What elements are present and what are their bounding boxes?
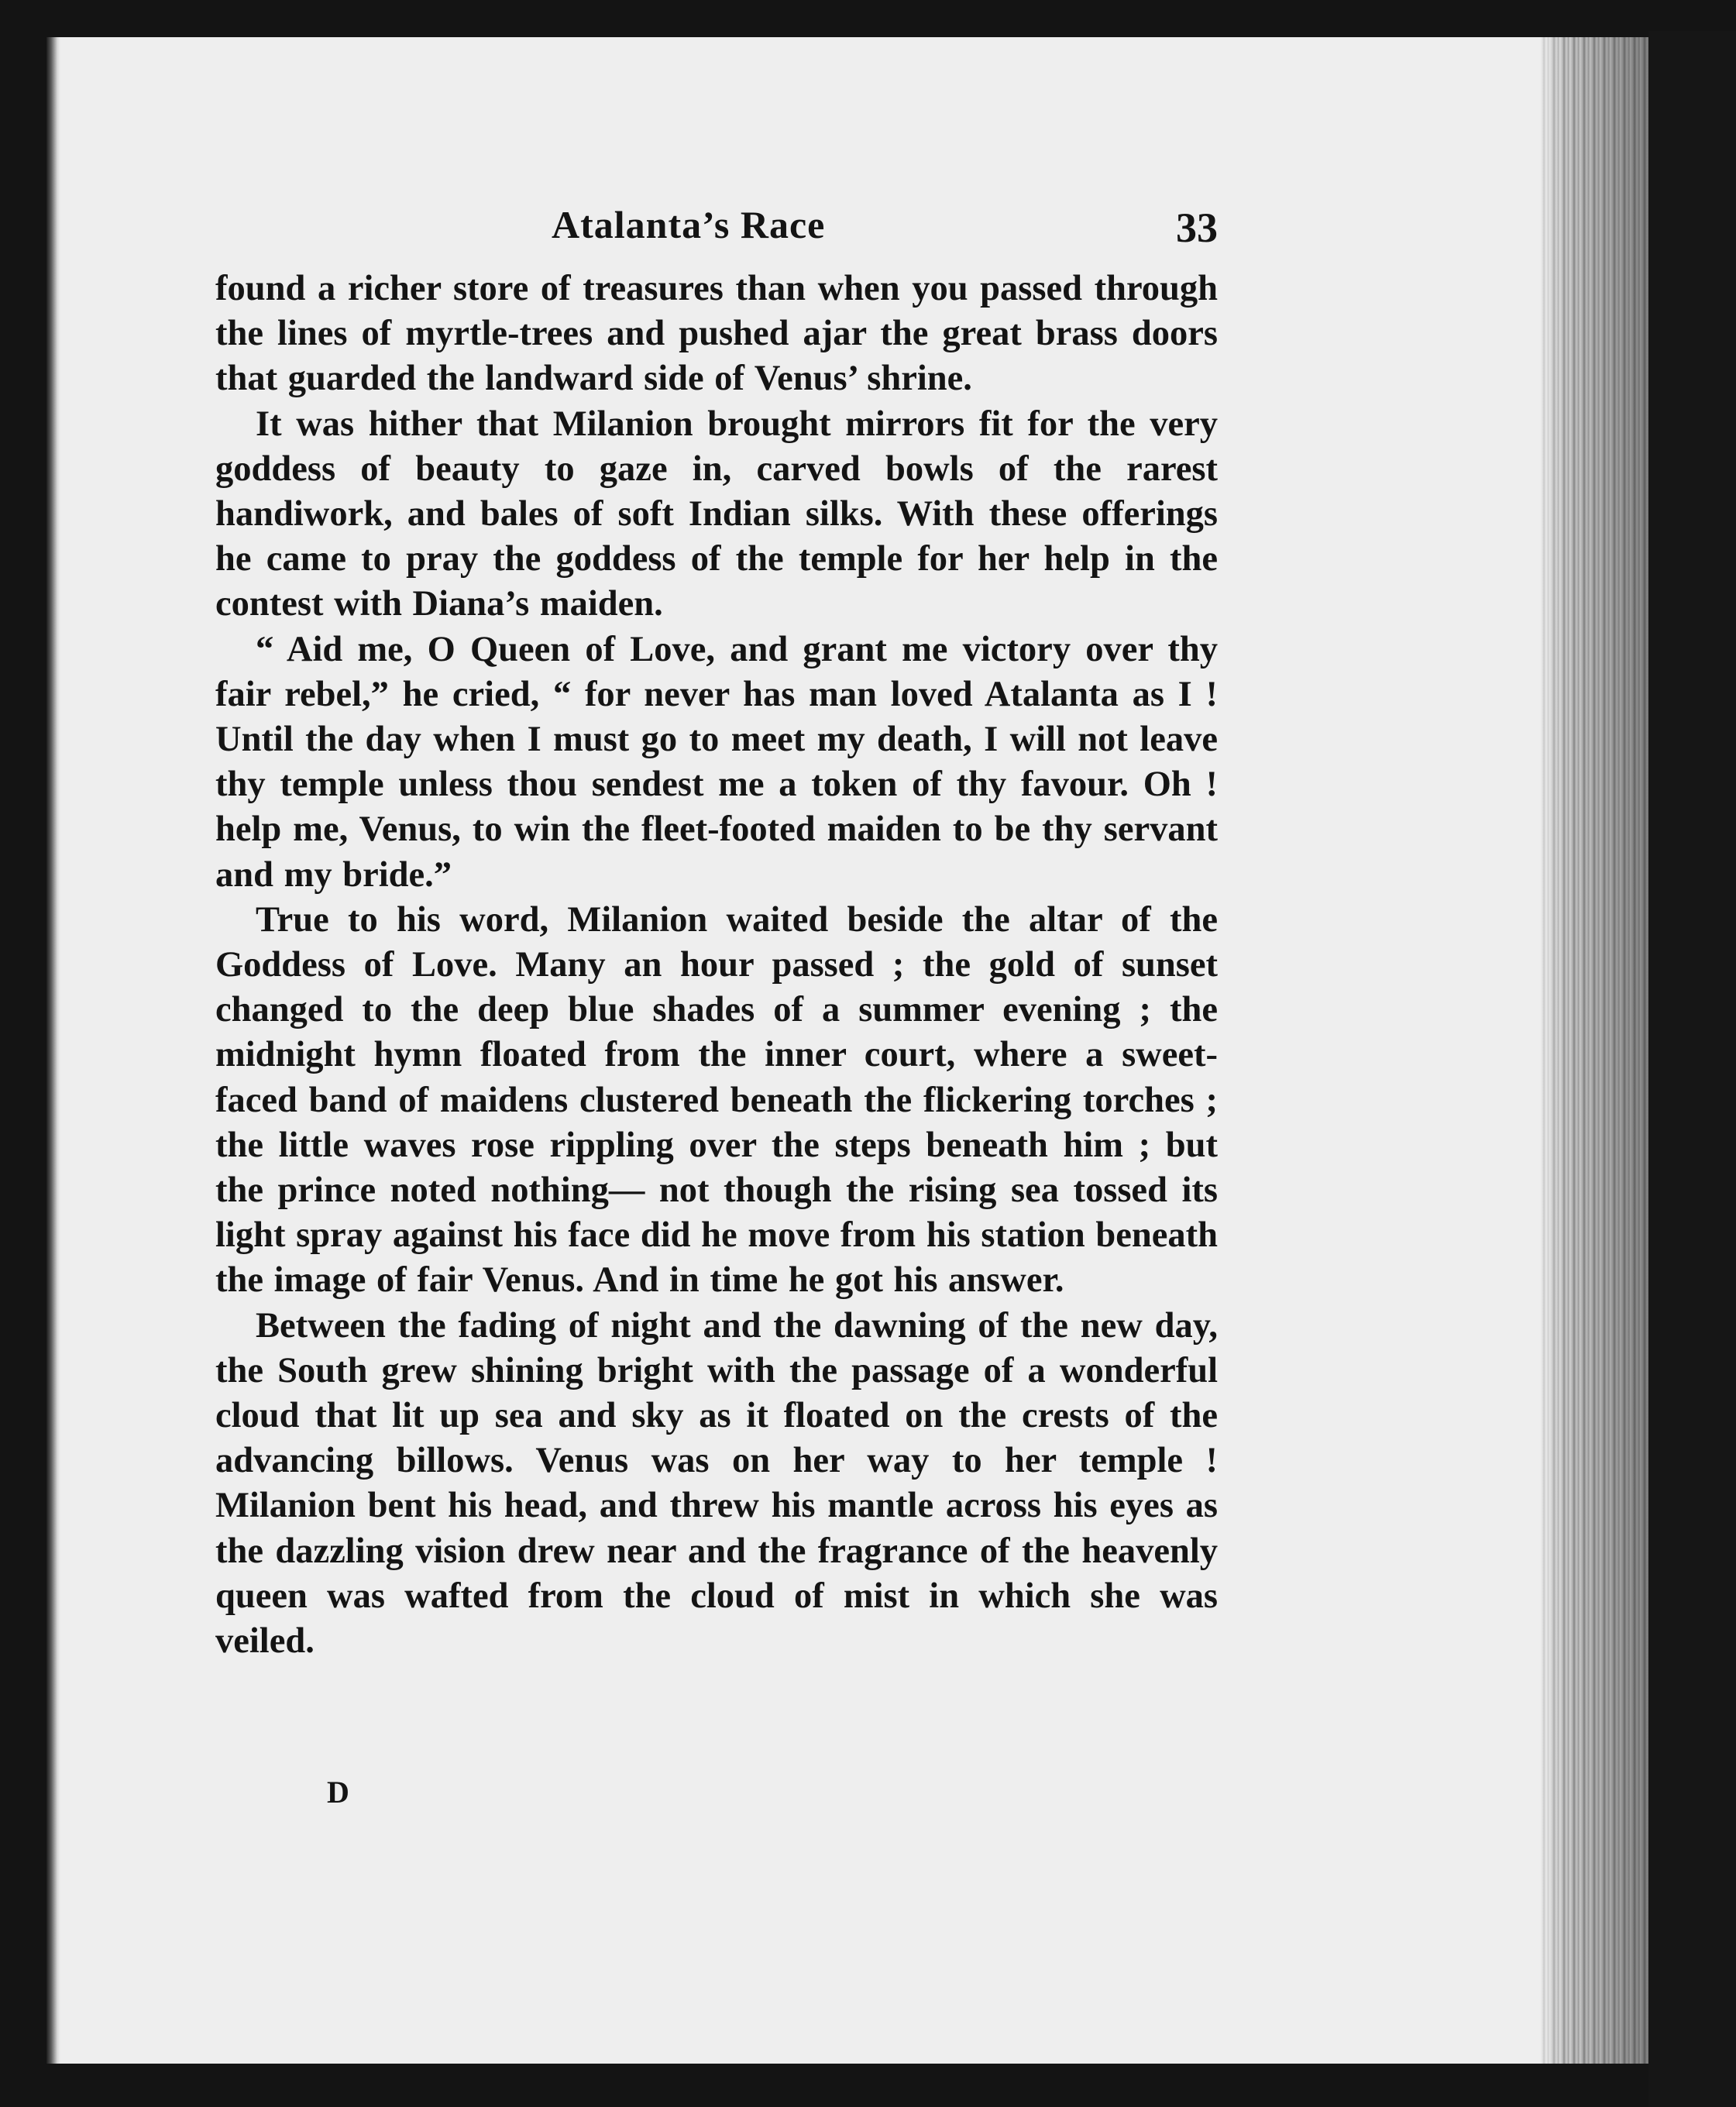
paragraph-continued: found a richer store of treasures than when you passed through the lines of myrtle-trees and pushed ajar the great brass doors that guarded the landward side of Venus’ shrine. [215, 269, 1218, 399]
paragraph: “ Aid me, O Queen of Love, and grant me victory over thy fair rebel,” he cried, “ for never has man loved Atalanta as I ! Until the day when I must go to meet my death, I will not leave thy temple unless thou sendest me a token of thy favour. Oh ! help me, Venus, to win the fleet-footed maiden to be thy servant and my bride.” [215, 629, 1218, 895]
page-gutter [46, 37, 60, 2064]
text-block [215, 201, 1218, 1664]
page-edges-shadow [1540, 37, 1648, 2064]
running-head-title: Atalanta’s Race [552, 203, 826, 246]
book-binding [1648, 31, 1736, 2107]
paragraph: True to his word, Milanion waited beside the altar of the Goddess of Love. Many an hour passed ; the gold of sunset changed to the deep blue shades of a summer evening ; the midnight hymn floated from the inner court, where a sweet-faced band of maidens clustered beneath the flickering torches ; the little waves rose rippling over the steps beneath him ; but the prince noted nothing— not though the rising sea tossed its light spray against his face did he move from his station beneath the image of fair Venus. And in time he got his answer. [215, 899, 1218, 1301]
body-text [215, 266, 1218, 1664]
signature-mark: D [327, 1775, 349, 1810]
running-head [215, 201, 1218, 266]
paragraph: It was hither that Milanion brought mirrors fit for the very goddess of beauty to gaze in, carved bowls of the rarest handiwork, and bales of soft Indian silks. With these offerings he came to pray the goddess of the temple for her help in the contest with Diana’s maiden. [215, 404, 1218, 624]
page-number: 33 [1176, 205, 1218, 251]
paragraph: Between the fading of night and the dawning of the new day, the South grew shining bright with the passage of a wonderful cloud that lit up sea and sky as it floated on the crests of the advancing billows. Venus was on her way to her temple ! Milanion bent his head, and threw his mantle across his eyes as the dazzling vision drew near and the fragrance of the heavenly queen was wafted from the cloud of mist in which she was veiled. [215, 1305, 1218, 1662]
